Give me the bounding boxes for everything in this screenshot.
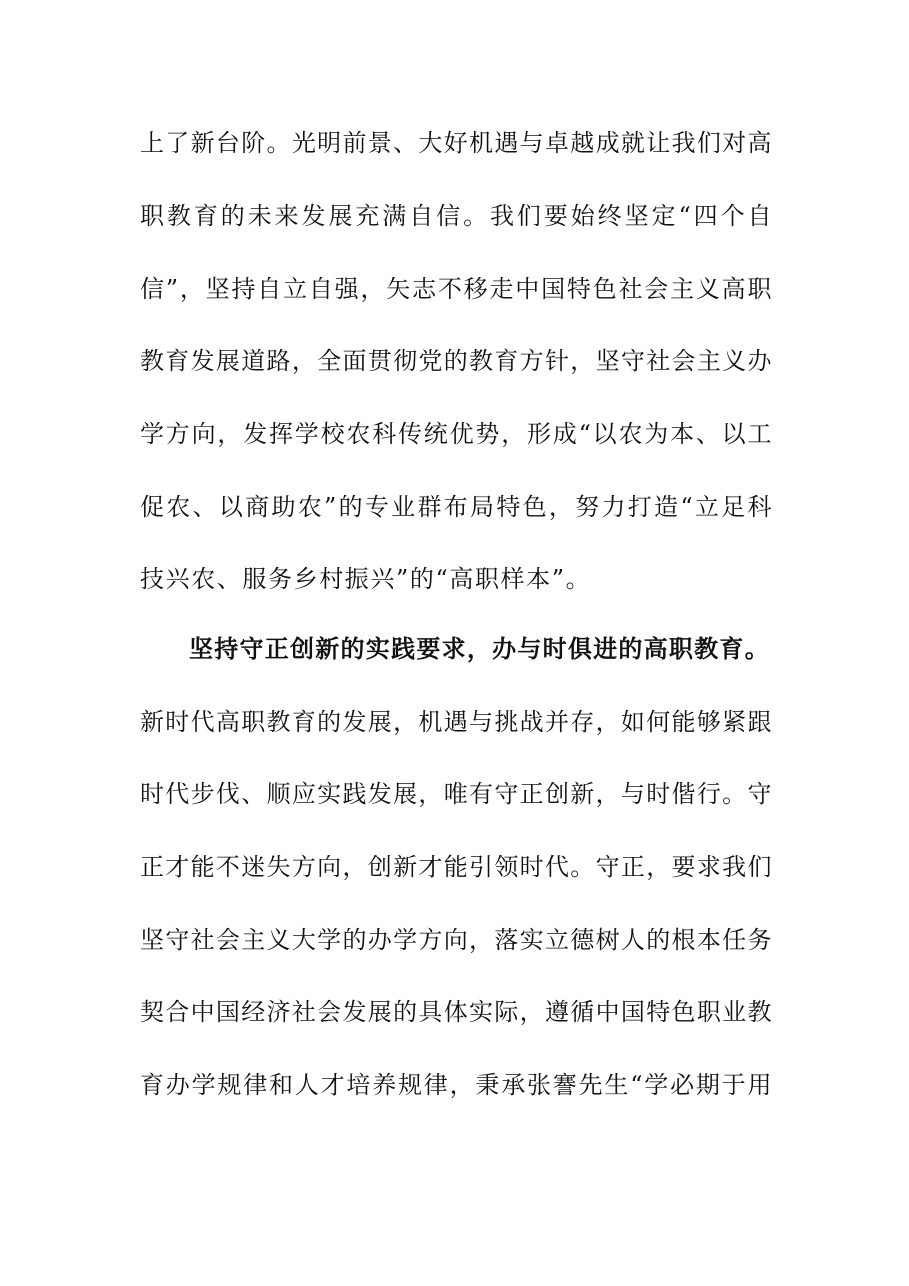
paragraph-2-line-3: 正才能不迷失方向，创新才能引领时代。守正，要求我们 xyxy=(140,853,772,881)
paragraph-2-line-5: 契合中国经济社会发展的具体实际，遵循中国特色职业教 xyxy=(140,998,772,1026)
paragraph-1-line-3: 信”，坚持自立自强，矢志不移走中国特色社会主义高职 xyxy=(140,275,772,303)
paragraph-1-line-2: 职教育的未来发展充满自信。我们要始终坚定“四个自 xyxy=(140,202,772,230)
paragraph-2-line-1: 新时代高职教育的发展，机遇与挑战并存，如何能够紧跟 xyxy=(140,708,772,736)
paragraph-2-line-4: 坚守社会主义大学的办学方向，落实立德树人的根本任务 xyxy=(140,926,772,954)
section-heading: 坚持守正创新的实践要求，办与时俱进的高职教育。 xyxy=(189,634,769,663)
paragraph-1-line-5: 学方向，发挥学校农科传统优势，形成“以农为本、以工 xyxy=(140,420,772,448)
paragraph-1-line-7: 技兴农、服务乡村振兴”的“高职样本”。 xyxy=(140,565,592,593)
paragraph-1-line-6: 促农、以商助农”的专业群布局特色，努力打造“立足科 xyxy=(140,493,772,521)
paragraph-2-line-2: 时代步伐、顺应实践发展，唯有守正创新，与时偕行。守 xyxy=(140,780,772,808)
paragraph-1-line-1: 上了新台阶。光明前景、大好机遇与卓越成就让我们对高 xyxy=(140,129,772,157)
paragraph-1-line-4: 教育发展道路，全面贯彻党的教育方针，坚守社会主义办 xyxy=(140,347,772,375)
paragraph-2-line-6: 育办学规律和人才培养规律，秉承张謇先生“学必期于用 xyxy=(140,1071,772,1099)
